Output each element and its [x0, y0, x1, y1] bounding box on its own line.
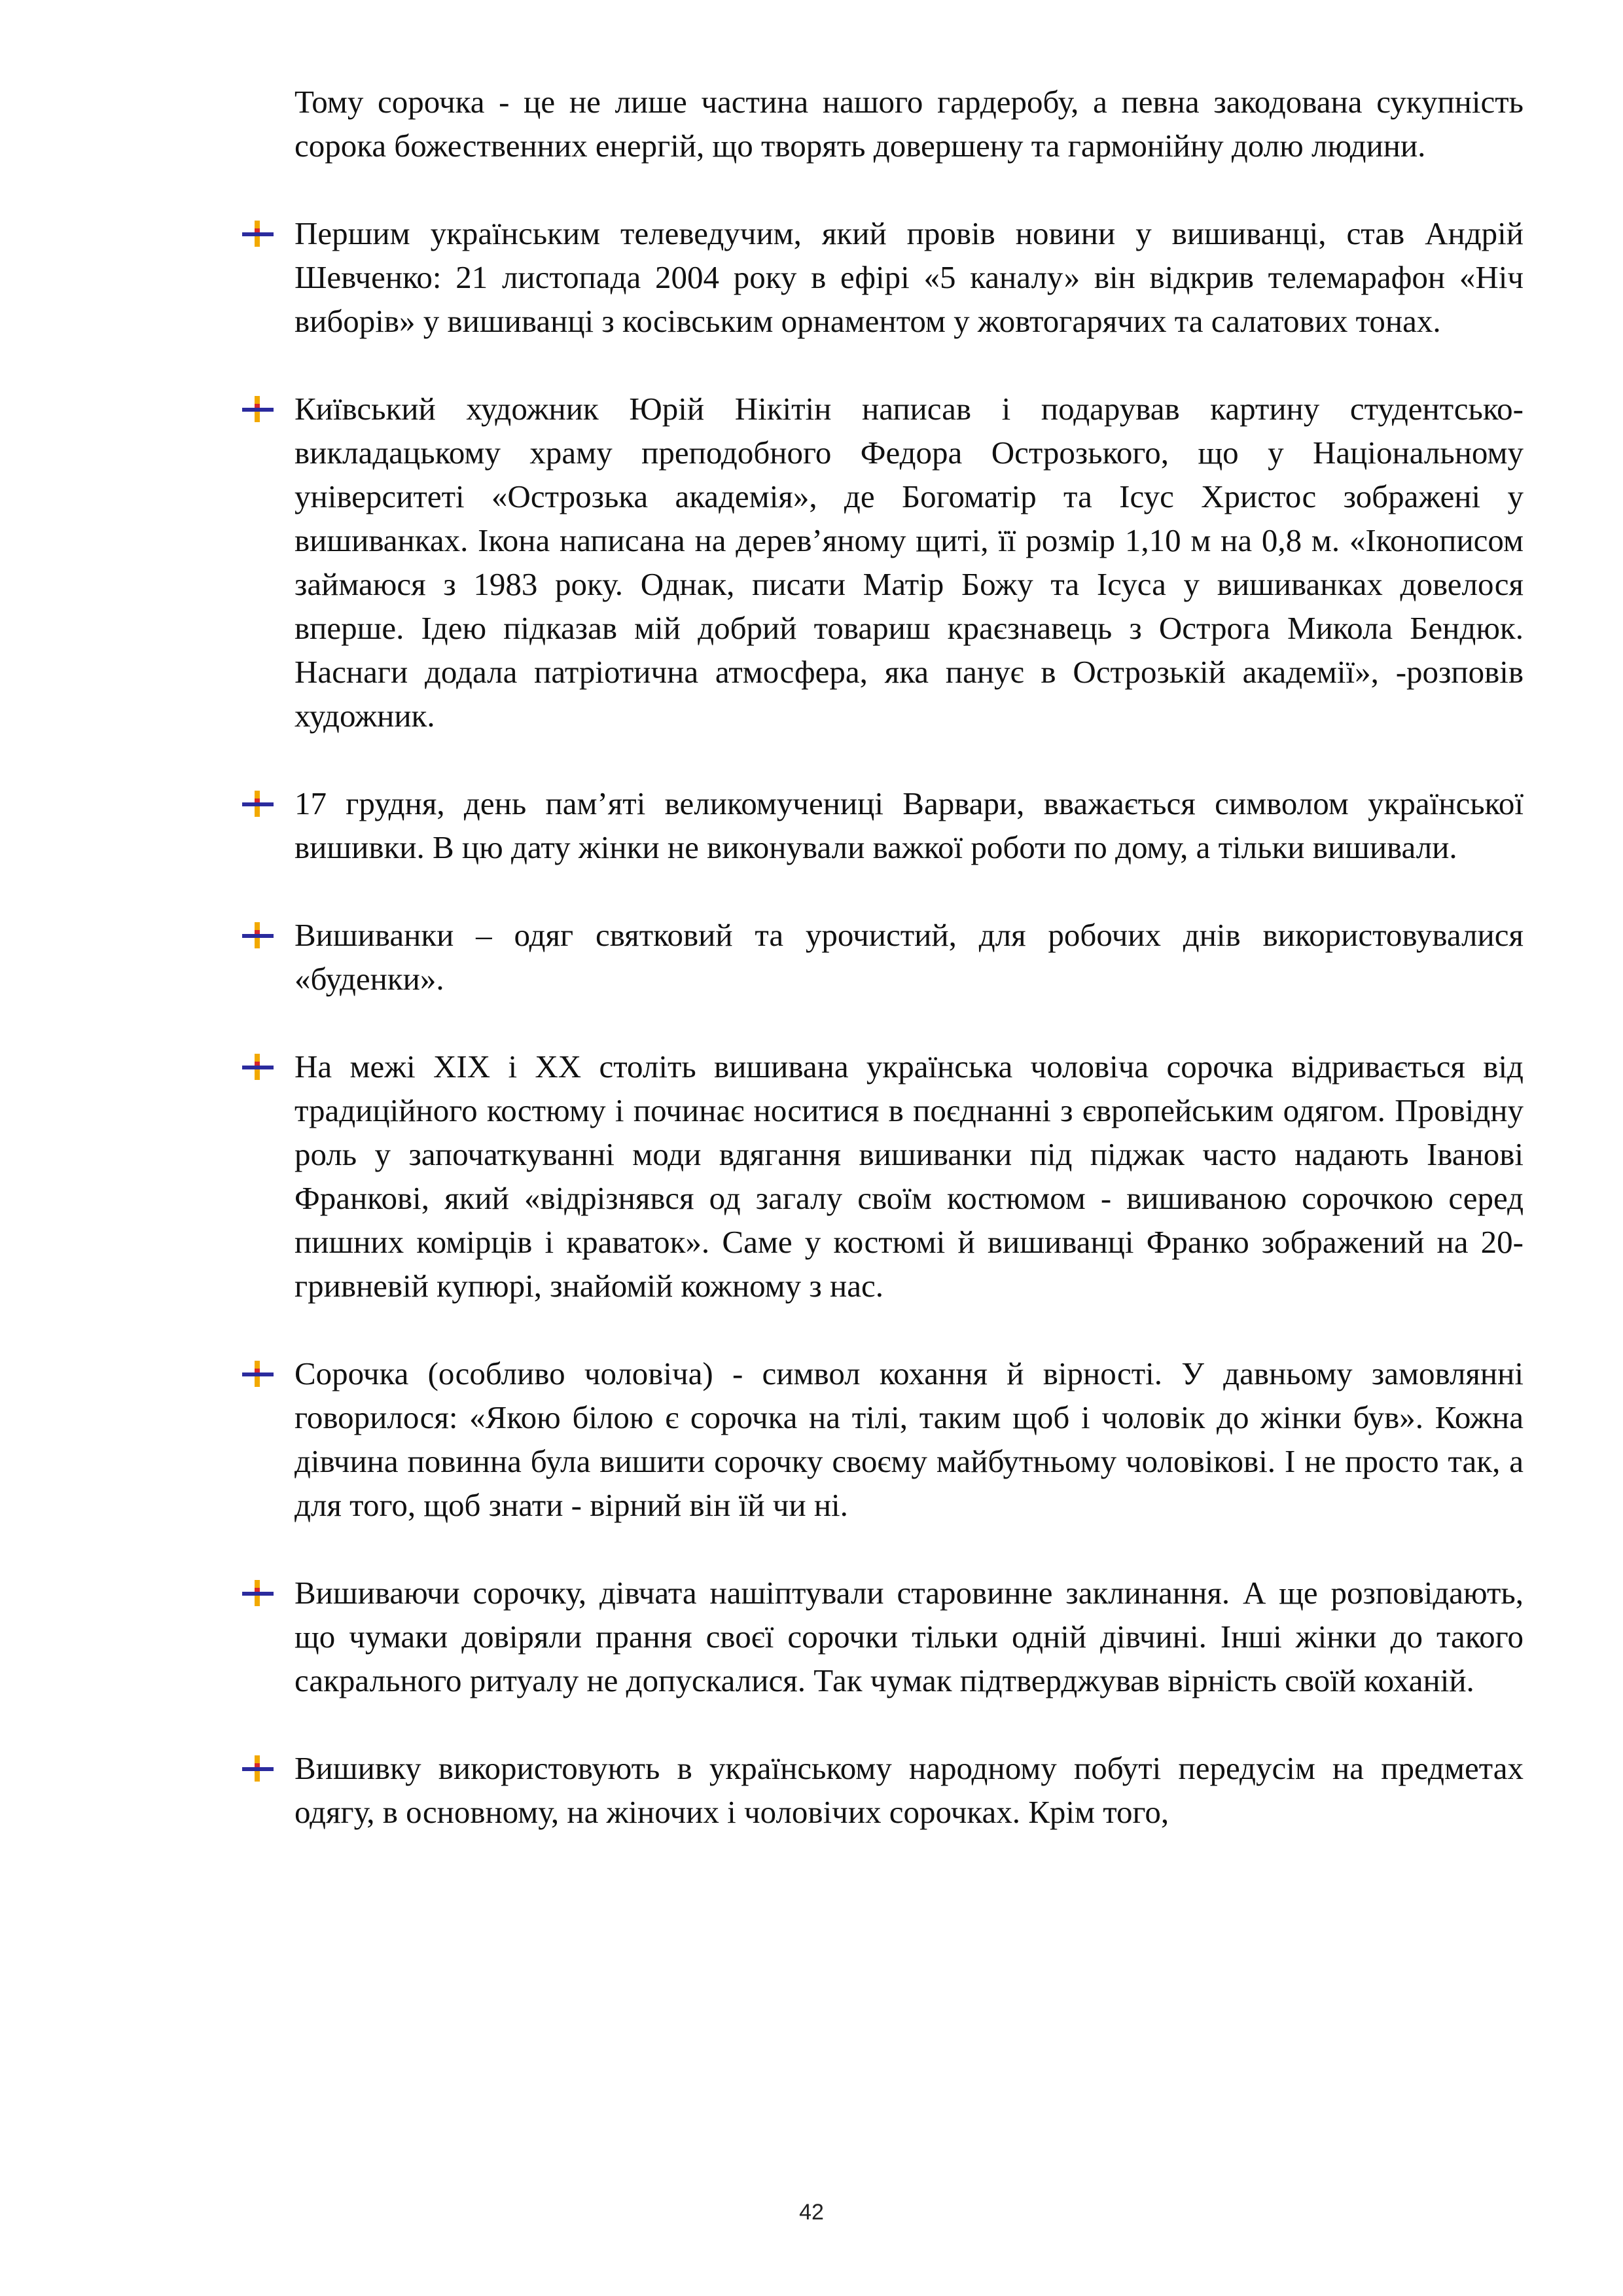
pushpin-bullet-icon [242, 221, 274, 247]
pushpin-bullet-icon [242, 1755, 274, 1782]
list-item-text: Вишиванки – одяг святковий та урочистий, для робочих днів використовувалися «буденки». [294, 917, 1524, 997]
page-content [238, 80, 1524, 1834]
list-item [238, 781, 1524, 869]
pushpin-bullet-icon [242, 1054, 274, 1080]
bullet-list [238, 211, 1524, 1834]
list-item-text: Вишивку використовують в українському народному побуті передусім на предметах одягу, в основному, на жіночих і чоловічих сорочках. Крім того, [294, 1750, 1524, 1830]
list-item-text: Київський художник Юрій Нікітін написав і подарував картину студентсько-викладацькому храму преподобного Федора Острозького, що у Національному університеті «Острозька академія», де Богоматір та Ісус Христос зображені у вишиванках. Ікона написана на дерев’яному щиті, її розмір 1,10 м на 0,8 м. «Іконописом займаюся з 1983 року. Однак, писати Матір Божу та Ісуса у вишиванках довелося вперше. Ідею підказав мій добрий товариш краєзнавець з Острога Микола Бендюк. Наснаги додала патріотична атмосфера, яка панує в Острозькій академії», -розповів художник. [294, 391, 1524, 734]
pushpin-bullet-icon [242, 1361, 274, 1387]
list-item [238, 387, 1524, 738]
list-item-text: Першим українським телеведучим, який провів новини у вишиванці, став Андрій Шевченко: 21 листопада 2004 року в ефірі «5 каналу» він відкрив телемарафон «Ніч виборів» у вишиванці з косівським орнаментом у жовтогарячих та салатових тонах. [294, 215, 1524, 339]
list-item [238, 1746, 1524, 1834]
list-item [238, 913, 1524, 1001]
list-item-text: Вишиваючи сорочку, дівчата нашіптували старовинне заклинання. А ще розповідають, що чумаки довіряли прання своєї сорочки тільки одній дівчині. Інші жінки до такого сакрального ритуалу не допускалися. Так чумак підтверджував вірність своїй коханій. [294, 1575, 1524, 1698]
pushpin-bullet-icon [242, 791, 274, 817]
pushpin-bullet-icon [242, 396, 274, 422]
list-item-text: 17 грудня, день пам’яті великомучениці Варвари, вважається символом української вишивки. В цю дату жінки не виконували важкої роботи по дому, а тільки вишивали. [294, 785, 1524, 865]
pushpin-bullet-icon [242, 922, 274, 948]
list-item-text: На межі XIX і XX століть вишивана українська чоловіча сорочка відривається від традиційного костюму і починає носитися в поєднанні з європейським одягом. Провідну роль у започаткуванні моди вдягання вишиванки під піджак часто надають Іванові Франкові, який «відрізнявся од загалу своїм костюмом - вишиваною сорочкою серед пишних комірців і краваток». Саме у костюмі й вишиванці Франко зображений на 20-гривневій купюрі, знайомій кожному з нас. [294, 1049, 1524, 1304]
list-item-text: Сорочка (особливо чоловіча) - символ кохання й вірності. У давньому замовлянні говорилося: «Якою білою є сорочка на тілі, таким щоб і чоловік до жінки був». Кожна дівчина повинна була вишити сорочку своєму майбутньому чоловікові. І не просто так, а для того, щоб знати - вірний він їй чи ні. [294, 1355, 1524, 1523]
intro-paragraph: Тому сорочка - це не лише частина нашого гардеробу, а певна закодована сукупність сорока божественних енергій, що творять довершену та гармонійну долю людини. [294, 84, 1524, 164]
list-item [238, 1045, 1524, 1308]
page-number: 42 [799, 2200, 824, 2225]
list-item [238, 211, 1524, 343]
list-item [238, 1571, 1524, 1702]
list-item [238, 1352, 1524, 1527]
pushpin-bullet-icon [242, 1580, 274, 1606]
